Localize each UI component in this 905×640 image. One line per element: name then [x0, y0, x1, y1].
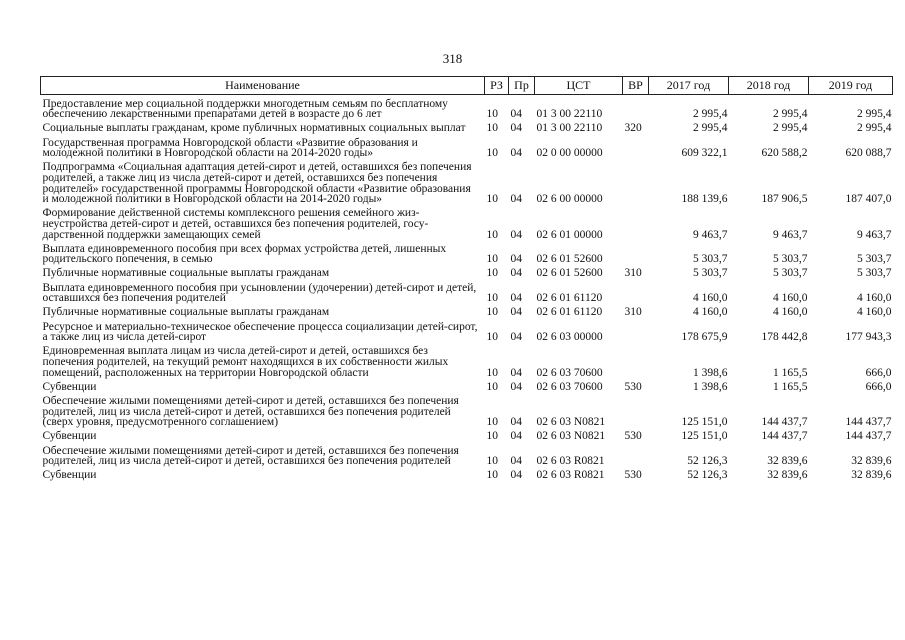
row-rz: 10	[486, 108, 498, 121]
table-row	[41, 428, 893, 442]
row-vr: 310	[624, 306, 642, 319]
table-row	[41, 265, 893, 279]
row-name: Единовременная выплата лицам из числа детей-сирот и детей, оставшихся без попечения родителей, на текущий ремонт находящихся в их собственности жилых помещений, расположенных на территории Новгородской области	[42, 345, 449, 379]
row-cst: 02 6 03 R0821	[536, 469, 605, 482]
row-pr: 04	[510, 267, 522, 280]
row-vr: 530	[624, 469, 642, 482]
table-row	[41, 343, 893, 378]
row-name: Социальные выплаты гражданам, кроме публичных нормативных социальных выплат	[42, 122, 466, 135]
row-cst: 02 6 03 N0821	[536, 416, 606, 429]
row-rz: 10	[486, 455, 498, 468]
table-row	[41, 304, 893, 318]
table-row	[41, 467, 893, 481]
row-rz: 10	[486, 430, 498, 443]
row-vr	[623, 392, 649, 427]
row-cst: 02 6 01 52600	[536, 253, 603, 266]
table-row	[41, 318, 893, 343]
row-pr: 04	[510, 306, 522, 319]
row-2019: 4 160,0	[857, 306, 892, 319]
row-pr: 04	[510, 455, 522, 468]
row-pr: 04	[510, 416, 522, 429]
row-vr	[623, 343, 649, 378]
row-2018: 5 303,7	[773, 253, 808, 266]
table-row	[41, 95, 893, 120]
row-2017: 5 303,7	[693, 267, 728, 280]
row-rz: 10	[486, 193, 498, 206]
table-row	[41, 279, 893, 304]
row-name: Ресурсное и материально-техническое обеспечение процесса социализации детей-сирот, а также лиц из числа детей-сирот	[42, 320, 478, 344]
row-vr	[623, 279, 649, 304]
row-cst: 02 0 00 00000	[536, 147, 603, 160]
row-name: Государственная программа Новгородской области «Развитие образования и молодежной политики в Новгородской области на 2014-2020 годы»	[42, 136, 418, 160]
row-2018: 178 442,8	[761, 331, 808, 344]
table-row	[41, 205, 893, 240]
row-pr: 04	[510, 228, 522, 241]
table-row	[41, 240, 893, 265]
row-pr: 04	[510, 331, 522, 344]
row-pr: 04	[510, 193, 522, 206]
row-pr: 04	[510, 469, 522, 482]
row-name: Публичные нормативные социальные выплаты гражданам	[42, 306, 330, 319]
row-2019: 32 839,6	[851, 469, 892, 482]
table-row	[41, 392, 893, 427]
row-2018: 32 839,6	[767, 455, 808, 468]
row-rz: 10	[486, 469, 498, 482]
row-cst: 02 6 01 52600	[536, 267, 603, 280]
row-cst: 02 6 01 61120	[536, 292, 603, 305]
row-2017: 5 303,7	[693, 253, 728, 266]
row-cst: 02 6 03 70600	[536, 380, 603, 393]
row-2017: 52 126,3	[687, 469, 728, 482]
row-2018: 4 160,0	[773, 306, 808, 319]
row-2018: 2 995,4	[773, 108, 808, 121]
row-vr	[623, 442, 649, 467]
row-pr: 04	[510, 430, 522, 443]
row-2018: 144 437,7	[761, 416, 808, 429]
row-name: Субвенции	[42, 430, 97, 443]
row-cst: 01 3 00 22110	[536, 122, 603, 135]
row-rz: 10	[486, 306, 498, 319]
header-2017: 2017 год	[649, 77, 729, 95]
row-name: Подпрограмма «Социальная адаптация детей-сирот и детей, оставшихся без попечения родителей, а также лиц из числа детей-сирот и детей, оставшихся без попечения родителей» государственной программы Новгородской области «Развитие образования и молодежной политики в Новгородской области на 2014-2020 годы»	[42, 161, 472, 206]
row-pr: 04	[510, 292, 522, 305]
row-2017: 9 463,7	[693, 228, 728, 241]
row-2019: 666,0	[865, 366, 892, 379]
table-row	[41, 120, 893, 134]
row-2017: 125 151,0	[681, 416, 728, 429]
row-cst: 02 6 00 00000	[536, 193, 603, 206]
row-2017: 4 160,0	[693, 306, 728, 319]
row-rz: 10	[486, 267, 498, 280]
row-2017: 4 160,0	[693, 292, 728, 305]
row-name: Субвенции	[42, 469, 97, 482]
header-name: Наименование	[41, 77, 485, 95]
row-2017: 609 322,1	[681, 147, 728, 160]
row-cst: 02 6 03 N0821	[536, 430, 606, 443]
row-name: Выплата единовременного пособия при усыновлении (удочерении) детей-сирот и детей, оставшихся без попечения родителей	[42, 281, 477, 305]
row-vr	[623, 318, 649, 343]
row-vr	[623, 134, 649, 159]
row-2017: 125 151,0	[681, 430, 728, 443]
row-2017: 2 995,4	[693, 122, 728, 135]
row-rz: 10	[486, 253, 498, 266]
row-name: Обеспечение жилыми помещениями детей-сирот и детей, оставшихся без попечения родителей, лиц из числа детей-сирот и детей, оставшихся без попечения родителей (сверх уровня, предусмотренного соглашением)	[42, 394, 459, 429]
row-pr: 04	[510, 380, 522, 393]
table-row	[41, 442, 893, 467]
row-2018: 4 160,0	[773, 292, 808, 305]
table-row	[41, 378, 893, 392]
row-2018: 1 165,5	[773, 380, 808, 393]
row-cst: 02 6 03 00000	[536, 331, 603, 344]
row-2017: 2 995,4	[693, 108, 728, 121]
row-2019: 177 943,3	[845, 331, 892, 344]
row-cst: 02 6 03 70600	[536, 366, 603, 379]
row-2019: 187 407,0	[845, 193, 892, 206]
row-name: Выплата единовременного пособия при всех формах устройства детей, лишенных родительского попечения, в семью	[42, 242, 447, 266]
row-2018: 620 588,2	[761, 147, 808, 160]
row-2017: 1 398,6	[693, 366, 728, 379]
budget-table	[40, 76, 893, 481]
row-2019: 5 303,7	[857, 267, 892, 280]
table-row	[41, 134, 893, 159]
row-cst: 01 3 00 22110	[536, 108, 603, 121]
row-2019: 9 463,7	[857, 228, 892, 241]
row-2018: 144 437,7	[761, 430, 808, 443]
row-vr: 310	[624, 267, 642, 280]
table-header	[41, 77, 893, 95]
row-pr: 04	[510, 147, 522, 160]
row-vr	[623, 205, 649, 240]
row-rz: 10	[486, 416, 498, 429]
row-name: Публичные нормативные социальные выплаты гражданам	[42, 267, 330, 280]
row-vr: 320	[624, 122, 642, 135]
header-2018: 2018 год	[729, 77, 809, 95]
row-vr	[623, 159, 649, 205]
row-vr	[623, 95, 649, 120]
row-rz: 10	[486, 292, 498, 305]
row-2018: 32 839,6	[767, 469, 808, 482]
row-rz: 10	[486, 147, 498, 160]
row-cst: 02 6 01 61120	[536, 306, 603, 319]
row-name: Обеспечение жилыми помещениями детей-сирот и детей, оставшихся без попечения родителей, лиц из числа детей-сирот и детей, оставшихся без попечения родителей	[42, 444, 459, 468]
row-name: Предоставление мер социальной поддержки многодетным семьям по бесплатному обеспечению лекарственными препаратами детей в возрасте до 6 лет	[42, 97, 448, 121]
row-2019: 666,0	[865, 380, 892, 393]
row-2019: 5 303,7	[857, 253, 892, 266]
row-2017: 52 126,3	[687, 455, 728, 468]
row-2017: 188 139,6	[681, 193, 728, 206]
row-rz: 10	[486, 122, 498, 135]
row-2018: 1 165,5	[773, 366, 808, 379]
header-cst: ЦСТ	[535, 77, 623, 95]
row-rz: 10	[486, 380, 498, 393]
row-2019: 32 839,6	[851, 455, 892, 468]
row-rz: 10	[486, 228, 498, 241]
row-pr: 04	[510, 108, 522, 121]
row-2017: 178 675,9	[681, 331, 728, 344]
row-cst: 02 6 03 R0821	[536, 455, 605, 468]
row-rz: 10	[486, 331, 498, 344]
row-pr: 04	[510, 366, 522, 379]
row-vr: 530	[624, 380, 642, 393]
row-cst: 02 6 01 00000	[536, 228, 603, 241]
row-2019: 2 995,4	[857, 122, 892, 135]
row-2018: 187 906,5	[761, 193, 808, 206]
row-2019: 144 437,7	[845, 416, 892, 429]
header-vr: ВР	[623, 77, 649, 95]
row-2018: 5 303,7	[773, 267, 808, 280]
row-2019: 4 160,0	[857, 292, 892, 305]
header-2019: 2019 год	[809, 77, 893, 95]
row-pr: 04	[510, 122, 522, 135]
row-2019: 144 437,7	[845, 430, 892, 443]
row-2018: 9 463,7	[773, 228, 808, 241]
row-name: Субвенции	[42, 380, 97, 393]
row-vr	[623, 240, 649, 265]
header-pr: Пр	[509, 77, 535, 95]
table-body	[41, 95, 893, 481]
page-number: 318	[442, 51, 463, 66]
row-rz: 10	[486, 366, 498, 379]
row-name: Формирование действенной системы комплексного решения семейного жизнеустройства детей-сирот и детей, оставшихся без попечения родителей, государственной поддержки замещающих семей	[42, 207, 429, 241]
row-2019: 2 995,4	[857, 108, 892, 121]
table-row	[41, 159, 893, 205]
header-rz: РЗ	[485, 77, 509, 95]
row-2018: 2 995,4	[773, 122, 808, 135]
row-2017: 1 398,6	[693, 380, 728, 393]
row-vr: 530	[624, 430, 642, 443]
row-2019: 620 088,7	[845, 147, 892, 160]
row-pr: 04	[510, 253, 522, 266]
